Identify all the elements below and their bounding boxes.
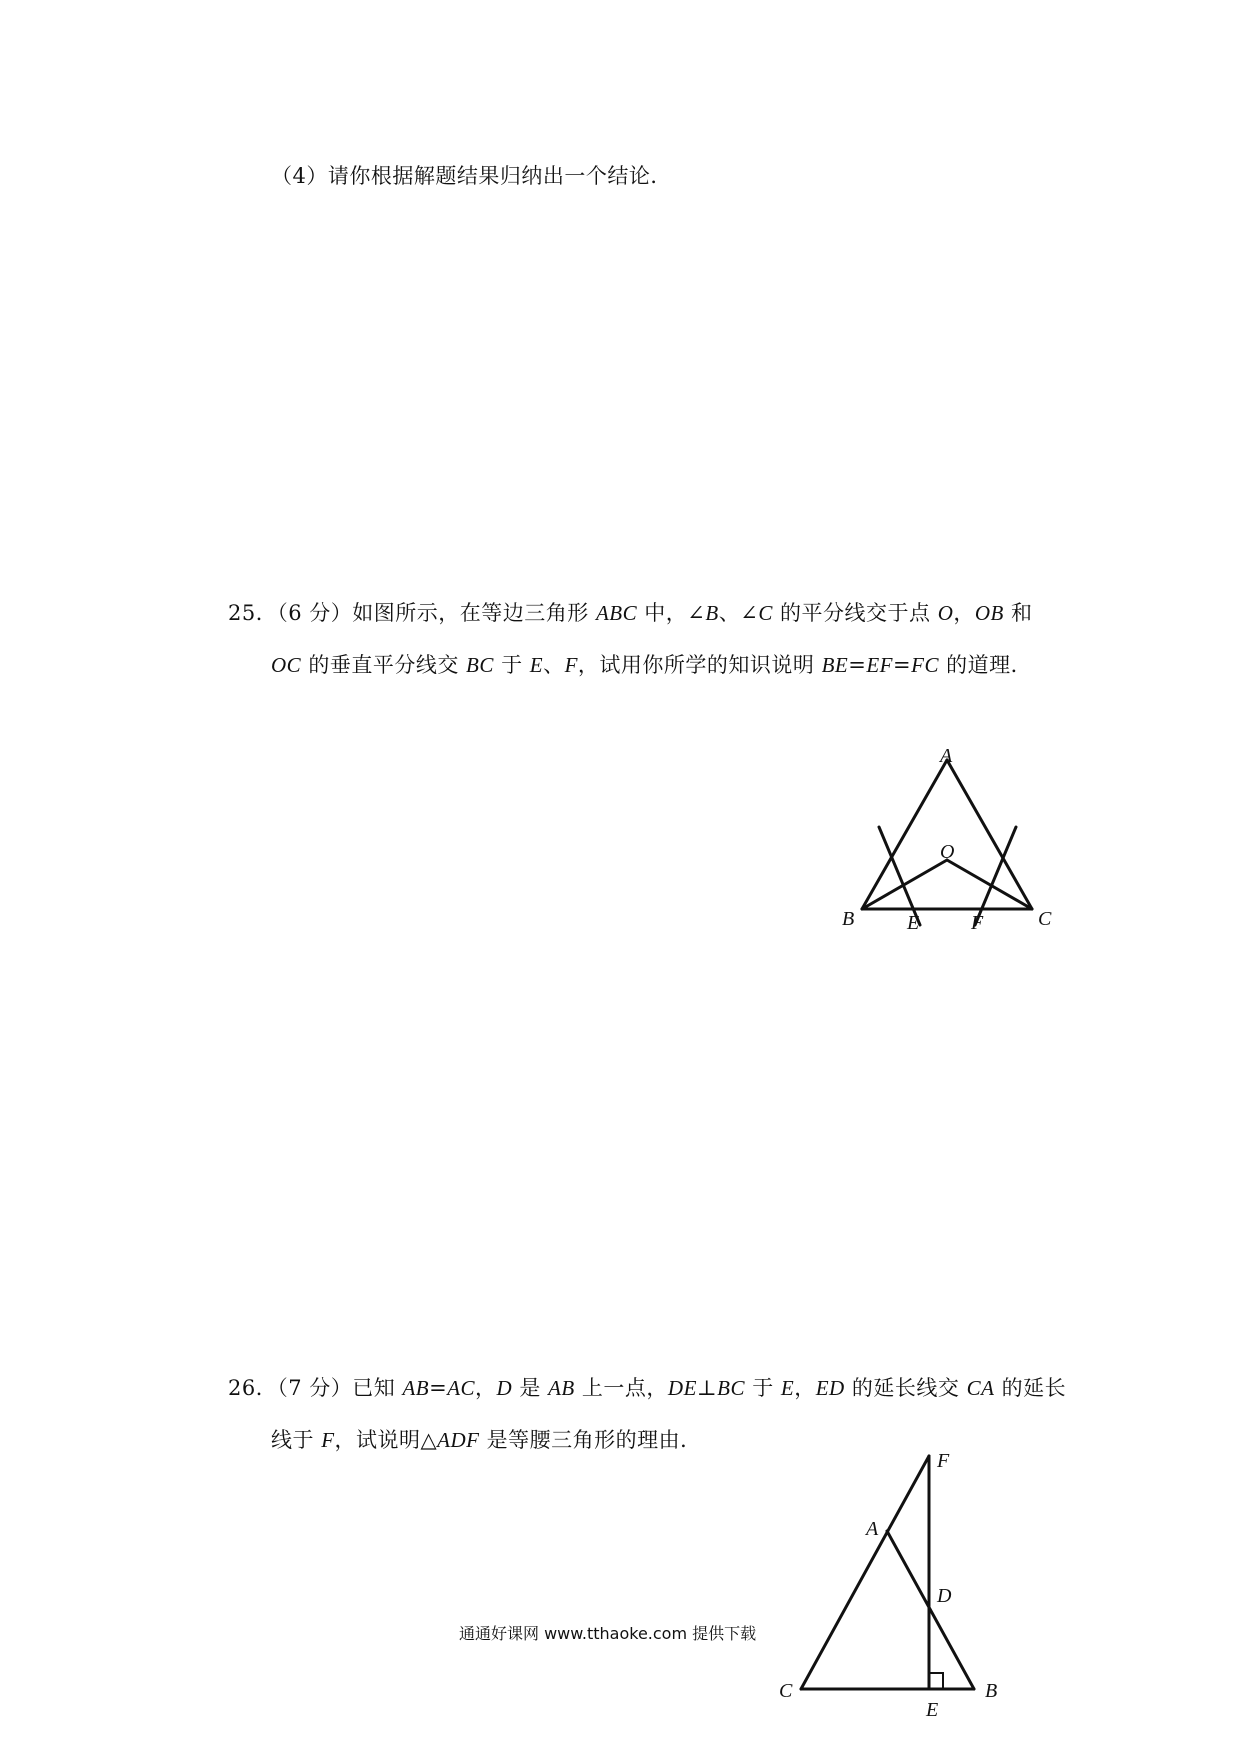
footer-source: 通通好课网 www.tthaoke.com 提供下载 bbox=[459, 1624, 757, 1643]
math-variable: AB bbox=[548, 1376, 575, 1400]
label-f: F bbox=[937, 1450, 950, 1472]
text-run: 线于 bbox=[271, 1428, 322, 1452]
text-run: 、 bbox=[543, 653, 565, 677]
math-variable: O bbox=[937, 601, 954, 625]
label-c: C bbox=[1038, 908, 1052, 930]
math-variable: B bbox=[705, 601, 719, 625]
math-variable: F bbox=[564, 653, 578, 677]
math-variable: CA bbox=[966, 1376, 995, 1400]
math-variable: ADF bbox=[437, 1428, 480, 1452]
text-run: 和 bbox=[1003, 601, 1033, 625]
q24-part4-text: （4）请你根据解题结果归纳出一个结论． bbox=[271, 164, 672, 188]
math-variable: E bbox=[780, 1376, 795, 1400]
text-run: 上一点， bbox=[574, 1376, 668, 1400]
label-o: O bbox=[940, 841, 955, 863]
math-variable: E bbox=[529, 653, 544, 677]
math-variable: AC bbox=[447, 1376, 476, 1400]
text-run: 25．（6 分）如图所示，在等边三角形 bbox=[228, 601, 596, 625]
text-run: 是 bbox=[512, 1376, 549, 1400]
text-run: = bbox=[848, 653, 867, 677]
text-run: ，试用你所学的知识说明 bbox=[577, 653, 822, 677]
text-run: ， bbox=[475, 1376, 497, 1400]
text-run: = bbox=[893, 653, 912, 677]
math-variable: C bbox=[758, 601, 773, 625]
label-a: A bbox=[866, 1518, 879, 1540]
math-variable: D bbox=[496, 1376, 513, 1400]
text-run: 、∠ bbox=[718, 601, 759, 625]
math-variable: BE bbox=[821, 653, 849, 677]
label-e: E bbox=[907, 912, 920, 934]
label-d: D bbox=[937, 1585, 952, 1607]
text-run: = bbox=[429, 1376, 448, 1400]
label-c: C bbox=[779, 1680, 793, 1702]
math-variable: OC bbox=[271, 653, 302, 677]
text-run: ， bbox=[794, 1376, 816, 1400]
math-variable: BC bbox=[466, 653, 494, 677]
text-run: ， bbox=[953, 601, 975, 625]
math-variable: F bbox=[321, 1428, 335, 1452]
text-run: 是等腰三角形的理由． bbox=[479, 1428, 702, 1452]
math-variable: FC bbox=[911, 653, 939, 677]
math-variable: ED bbox=[815, 1376, 845, 1400]
text-run: 的道理． bbox=[938, 653, 1033, 677]
text-run: 的延长线交 bbox=[844, 1376, 967, 1400]
right-angle-mark bbox=[929, 1673, 943, 1689]
label-a: A bbox=[940, 745, 953, 767]
label-b: B bbox=[842, 908, 855, 930]
text-run: 的延长 bbox=[994, 1376, 1067, 1400]
math-variable: ABC bbox=[595, 601, 638, 625]
math-variable: EF bbox=[866, 653, 894, 677]
label-e: E bbox=[926, 1699, 939, 1721]
text-run: 于 bbox=[493, 653, 530, 677]
math-variable: AB bbox=[402, 1376, 430, 1400]
math-variable: DE bbox=[667, 1376, 697, 1400]
label-f: F bbox=[971, 912, 984, 934]
label-b: B bbox=[985, 1680, 998, 1702]
math-variable: OB bbox=[974, 601, 1004, 625]
text-run: 的平分线交于点 bbox=[772, 601, 938, 625]
text-run: 中，∠ bbox=[637, 601, 706, 625]
text-run: 26．（7 分）已知 bbox=[228, 1376, 403, 1400]
text-run: ⊥ bbox=[696, 1376, 718, 1400]
math-variable: BC bbox=[717, 1376, 746, 1400]
text-run: 于 bbox=[745, 1376, 781, 1400]
text-run: ，试说明△ bbox=[334, 1428, 438, 1452]
text-run: 的垂直平分线交 bbox=[301, 653, 467, 677]
